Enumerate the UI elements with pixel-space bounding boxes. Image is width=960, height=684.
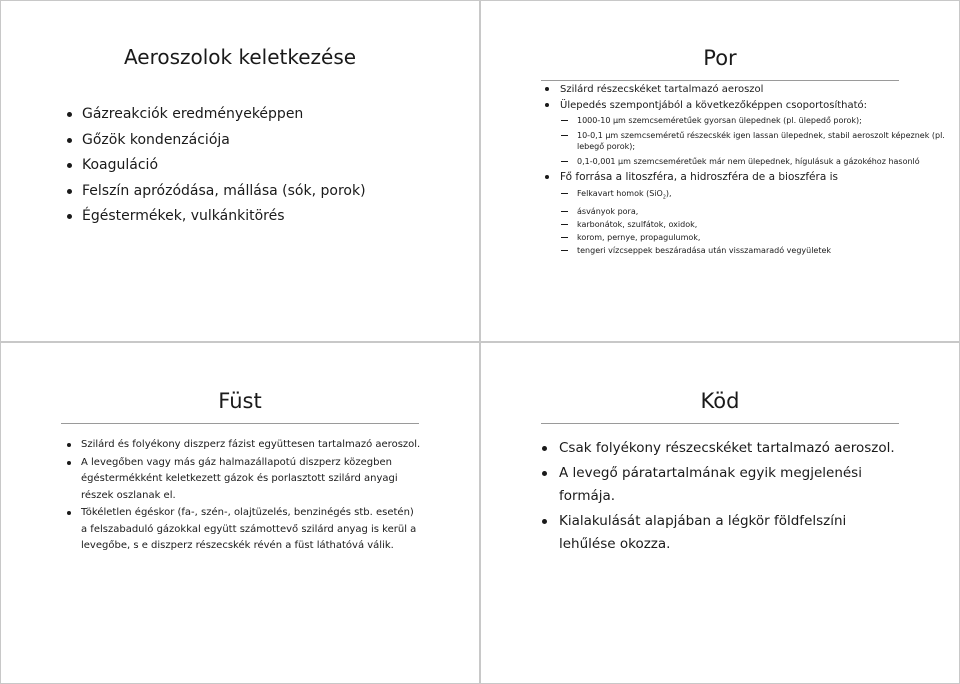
list-item: Szilárd és folyékony diszperz fázist együttesen tartalmazó aeroszol.	[81, 437, 421, 454]
list-item: Égéstermékek, vulkánkitörés	[82, 204, 366, 230]
slide-title: Köd	[700, 389, 740, 413]
list-item: Gázreakciók eredményeképpen	[82, 102, 366, 128]
bullet-list	[560, 83, 945, 258]
bullet-list	[81, 437, 421, 556]
list-item: Csak folyékony részecskéket tartalmazó aeroszol.	[559, 437, 899, 460]
slide-por	[480, 0, 960, 342]
list-item: Szilárd részecskéket tartalmazó aeroszol	[560, 83, 945, 96]
list-item: Kialakulását alapjában a légkör földfelszíni lehűlése okozza.	[559, 510, 899, 556]
slide-title: Por	[703, 46, 737, 70]
slide-aeroszolok-keletkezese	[0, 0, 480, 342]
sub-list-item: korom, pernye, propagulumok,	[577, 232, 945, 243]
slide-kod	[480, 342, 960, 684]
slide-title: Füst	[218, 389, 262, 413]
list-item: A levegő páratartalmának egyik megjelenési formája.	[559, 462, 899, 508]
list-item: Tökéletlen égéskor (fa-, szén-, olajtüzelés, benzinégés stb. esetén) a felszabaduló gázokkal együtt számottevő szilárd anyag is kerül a levegőbe, s e diszperz részecskék révén a füst láthatóvá válik.	[81, 505, 421, 555]
subscript: 2	[662, 195, 666, 201]
slide-fust	[0, 342, 480, 684]
list-item: Koaguláció	[82, 153, 366, 179]
title-divider	[541, 80, 899, 81]
bullet-list	[82, 102, 366, 230]
title-divider	[541, 423, 899, 424]
list-item: Fő forrása a litoszféra, a hidroszféra de a bioszféra is	[560, 171, 945, 184]
list-item: Gőzök kondenzációja	[82, 128, 366, 154]
sub-list-item: 10-0,1 μm szemcseméretű részecskék igen lassan ülepednek, stabil aeroszolt képeznek (pl. lebegő porok);	[577, 131, 945, 151]
slide-title: Aeroszolok keletkezése	[123, 45, 357, 69]
title-divider	[61, 423, 419, 424]
sub-list-item: karbonátok, szulfátok, oxidok,	[577, 219, 945, 230]
list-item: Felszín aprózódása, mállása (sók, porok)	[82, 179, 366, 205]
sub-list-item	[577, 188, 945, 204]
list-item: Ülepedés szempontjából a következőképpen csoportosítható:	[560, 99, 945, 112]
sub-list-item: tengeri vízcseppek beszáradása után visszamaradó vegyületek	[577, 245, 945, 256]
source-text-end: ),	[665, 189, 672, 198]
list-item: A levegőben vagy más gáz halmazállapotú diszperz közegben égéstermékként keletkezett gázok és porlasztott szilárd anyagi részek oszlanak el.	[81, 455, 421, 505]
bullet-list	[559, 437, 899, 558]
source-text: Felkavart homok (SiO	[577, 189, 663, 198]
sub-list-item: 0,1-0,001 μm szemcseméretűek már nem ülepednek, hígulásuk a gázokéhoz hasonló	[577, 156, 945, 167]
sub-list-item: ásványok pora,	[577, 206, 945, 217]
sub-list-item: 1000-10 μm szemcseméretűek gyorsan ülepednek (pl. ülepedő porok);	[577, 115, 945, 126]
